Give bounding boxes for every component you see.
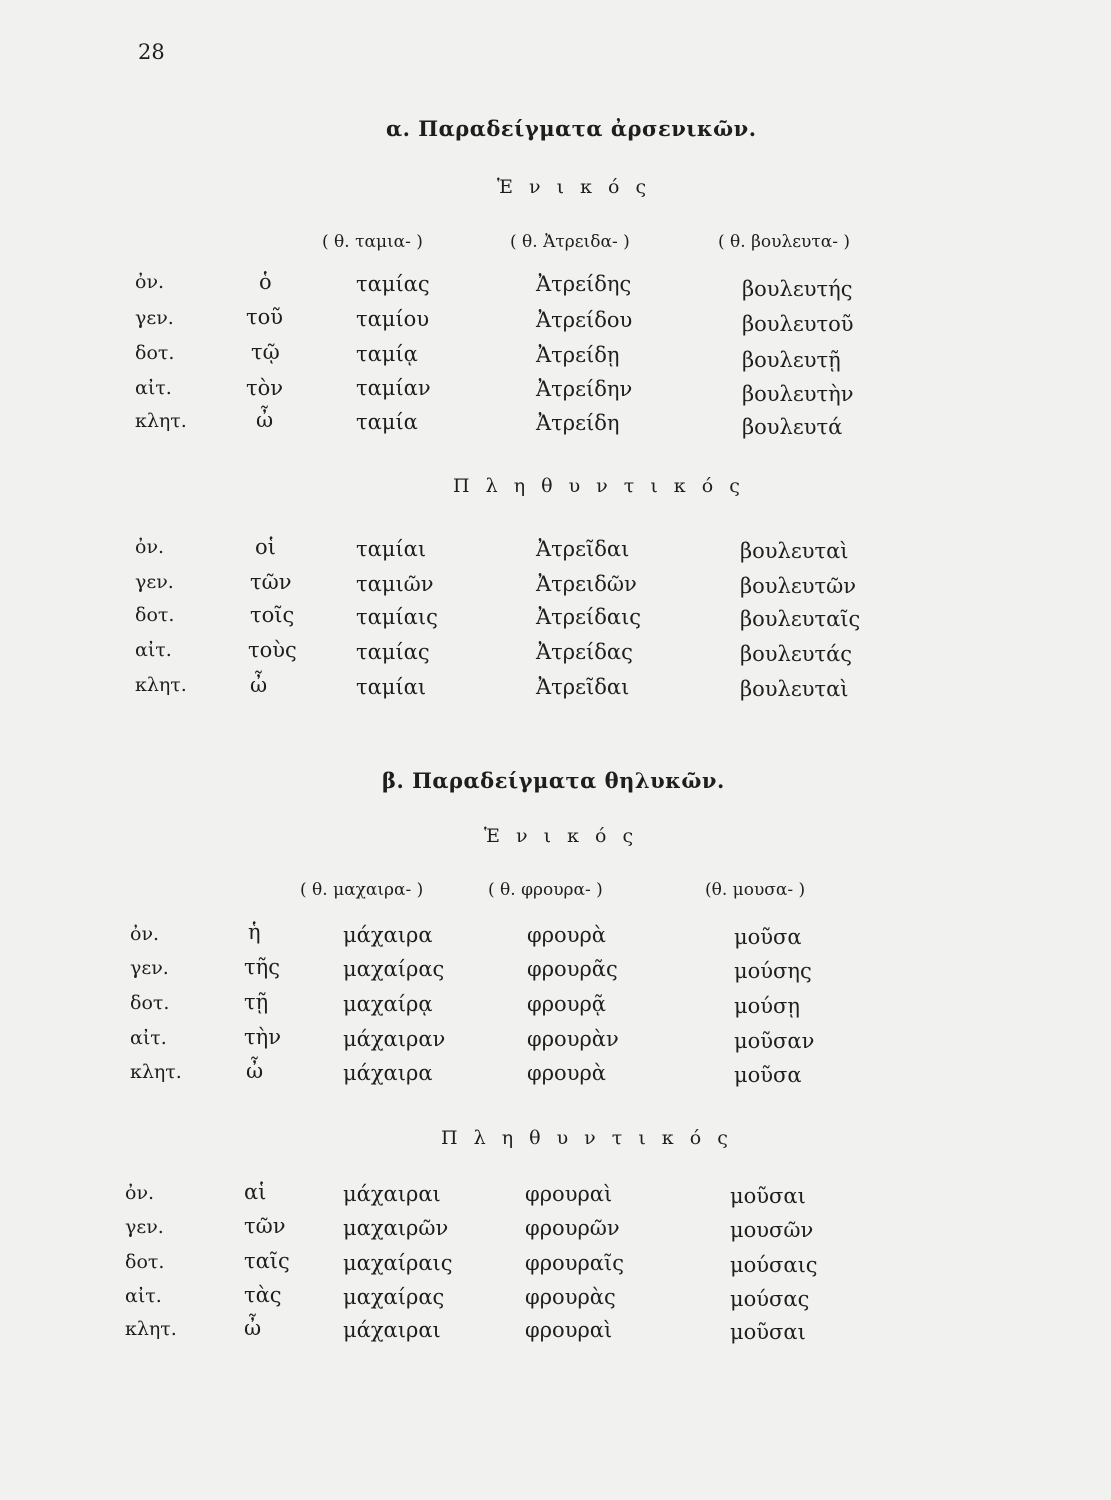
case-label: κλητ. [130, 1061, 182, 1083]
form-phroura: φρουρὰ [527, 923, 606, 947]
article: τοὺς [248, 638, 297, 662]
article: αἱ [244, 1180, 267, 1204]
form-bouleutes: βουλευτῇ [742, 348, 841, 372]
case-label: γεν. [130, 957, 169, 979]
case-label: γεν. [125, 1216, 164, 1238]
form-mousa: μοῦσαι [730, 1184, 806, 1208]
case-label: γεν. [135, 571, 174, 593]
feminine-singular-label: Ἑ ν ι κ ό ς [484, 825, 639, 847]
case-label: ὀν. [130, 923, 160, 945]
form-machaira: μάχαιρα [343, 923, 433, 947]
form-atreides: Ἀτρείδου [536, 308, 633, 332]
form-bouleutes: βουλευταὶ [740, 677, 849, 701]
article: ταῖς [244, 1249, 290, 1273]
form-phroura: φρουρῶν [525, 1216, 620, 1240]
case-label: δοτ. [125, 1251, 165, 1273]
form-mousa: μοῦσαν [734, 1029, 815, 1053]
form-machaira: μαχαίρας [343, 1285, 445, 1309]
form-mousa: μούσῃ [734, 994, 800, 1018]
form-atreides: Ἀτρεῖδαι [536, 537, 630, 561]
feminine-plural-label: Π λ η θ υ ν τ ι κ ό ς [441, 1127, 733, 1149]
form-mousa: μοῦσαι [730, 1320, 806, 1344]
article: τὸν [246, 376, 284, 400]
case-label: αἰτ. [135, 639, 172, 661]
form-machaira: μάχαιραι [343, 1318, 441, 1342]
form-machaira: μάχαιρα [343, 1061, 433, 1085]
form-phroura: φρουρᾶς [527, 957, 618, 981]
masculine-stem-3: ( θ. βουλευτα- ) [718, 232, 851, 252]
feminine-section-title: β. Παραδείγματα θηλυκῶν. [382, 768, 725, 793]
case-label: ὀν. [135, 271, 165, 293]
form-tamias: ταμία [356, 410, 418, 434]
form-phroura: φρουραὶ [525, 1318, 613, 1342]
form-machaira: μάχαιραν [343, 1027, 446, 1051]
feminine-stem-1: ( θ. μαχαιρα- ) [300, 880, 424, 900]
article: ὁ [259, 270, 272, 294]
form-atreides: Ἀτρείδη [536, 411, 620, 435]
form-phroura: φρουραῖς [525, 1251, 624, 1275]
form-mousa: μούσης [734, 959, 812, 983]
article: ἡ [248, 920, 261, 944]
article: ὦ [256, 408, 274, 432]
case-label: ὀν. [135, 536, 165, 558]
form-atreides: Ἀτρείδης [536, 272, 632, 296]
form-atreides: Ἀτρείδῃ [536, 343, 620, 367]
form-atreides: Ἀτρεῖδαι [536, 675, 630, 699]
form-phroura: φρουρᾷ [527, 992, 606, 1016]
form-phroura: φρουρὰς [525, 1285, 616, 1309]
case-label: ὀν. [125, 1182, 155, 1204]
form-bouleutes: βουλευτῶν [740, 574, 857, 598]
form-bouleutes: βουλευταῖς [740, 607, 861, 631]
case-label: αἰτ. [130, 1027, 167, 1049]
form-tamias: ταμίας [356, 640, 430, 664]
article: τὰς [244, 1283, 282, 1307]
form-tamias: ταμίου [356, 307, 430, 331]
form-mousa: μοῦσα [734, 1063, 802, 1087]
form-bouleutes: βουλευτὴν [742, 382, 854, 406]
form-machaira: μαχαίρᾳ [343, 992, 433, 1016]
form-tamias: ταμιῶν [356, 572, 434, 596]
article: τῶν [250, 570, 292, 594]
form-bouleutes: βουλευτής [742, 277, 853, 301]
form-phroura: φρουρὰ [527, 1061, 606, 1085]
article: ὦ [250, 673, 268, 697]
masculine-plural-label: Π λ η θ υ ν τ ι κ ό ς [453, 475, 745, 497]
masculine-stem-1: ( θ. ταμια- ) [322, 232, 423, 252]
form-tamias: ταμίαν [356, 376, 431, 400]
article: τῷ [251, 340, 280, 364]
form-atreides: Ἀτρείδας [536, 640, 633, 664]
form-bouleutes: βουλευτοῦ [742, 312, 854, 336]
form-machaira: μαχαιρῶν [343, 1216, 449, 1240]
article: τοῖς [250, 603, 295, 627]
page-number: 28 [138, 40, 165, 64]
article: τοῦ [246, 305, 284, 329]
case-label: δοτ. [135, 342, 175, 364]
form-mousa: μουσῶν [730, 1218, 814, 1242]
feminine-stem-3: (θ. μουσα- ) [705, 880, 806, 900]
form-phroura: φρουραὶ [525, 1182, 613, 1206]
article: ὦ [246, 1059, 264, 1083]
form-tamias: ταμίαι [356, 675, 427, 699]
article: τὴν [244, 1025, 281, 1049]
form-atreides: Ἀτρείδαις [536, 605, 642, 629]
case-label: δοτ. [135, 604, 175, 626]
article: τῆς [244, 955, 280, 979]
masculine-singular-label: Ἑ ν ι κ ό ς [497, 176, 652, 198]
form-tamias: ταμίας [356, 272, 430, 296]
form-phroura: φρουρὰν [527, 1027, 619, 1051]
form-machaira: μαχαίραις [343, 1251, 453, 1275]
form-bouleutes: βουλευτά [742, 415, 843, 439]
form-machaira: μάχαιραι [343, 1182, 441, 1206]
case-label: αἰτ. [125, 1285, 162, 1307]
form-bouleutes: βουλευταὶ [740, 539, 849, 563]
case-label: κλητ. [125, 1318, 177, 1340]
form-bouleutes: βουλευτάς [740, 642, 853, 666]
form-mousa: μούσας [730, 1287, 810, 1311]
masculine-stem-2: ( θ. Ἀτρειδα- ) [510, 232, 630, 252]
form-tamias: ταμίᾳ [356, 342, 418, 366]
form-mousa: μούσαις [730, 1253, 818, 1277]
article: οἱ [255, 535, 276, 559]
form-tamias: ταμίαι [356, 537, 427, 561]
article: τῶν [244, 1214, 286, 1238]
case-label: κλητ. [135, 410, 187, 432]
form-atreides: Ἀτρειδῶν [536, 572, 637, 596]
form-machaira: μαχαίρας [343, 957, 445, 981]
article: τῇ [244, 990, 269, 1014]
feminine-stem-2: ( θ. φρουρα- ) [488, 880, 603, 900]
form-mousa: μοῦσα [734, 925, 802, 949]
case-label: κλητ. [135, 674, 187, 696]
article: ὦ [244, 1316, 262, 1340]
form-atreides: Ἀτρείδην [536, 377, 633, 401]
case-label: γεν. [135, 307, 174, 329]
form-tamias: ταμίαις [356, 605, 438, 629]
case-label: αἰτ. [135, 377, 172, 399]
case-label: δοτ. [130, 992, 170, 1014]
masculine-section-title: α. Παραδείγματα ἀρσενικῶν. [386, 116, 757, 141]
